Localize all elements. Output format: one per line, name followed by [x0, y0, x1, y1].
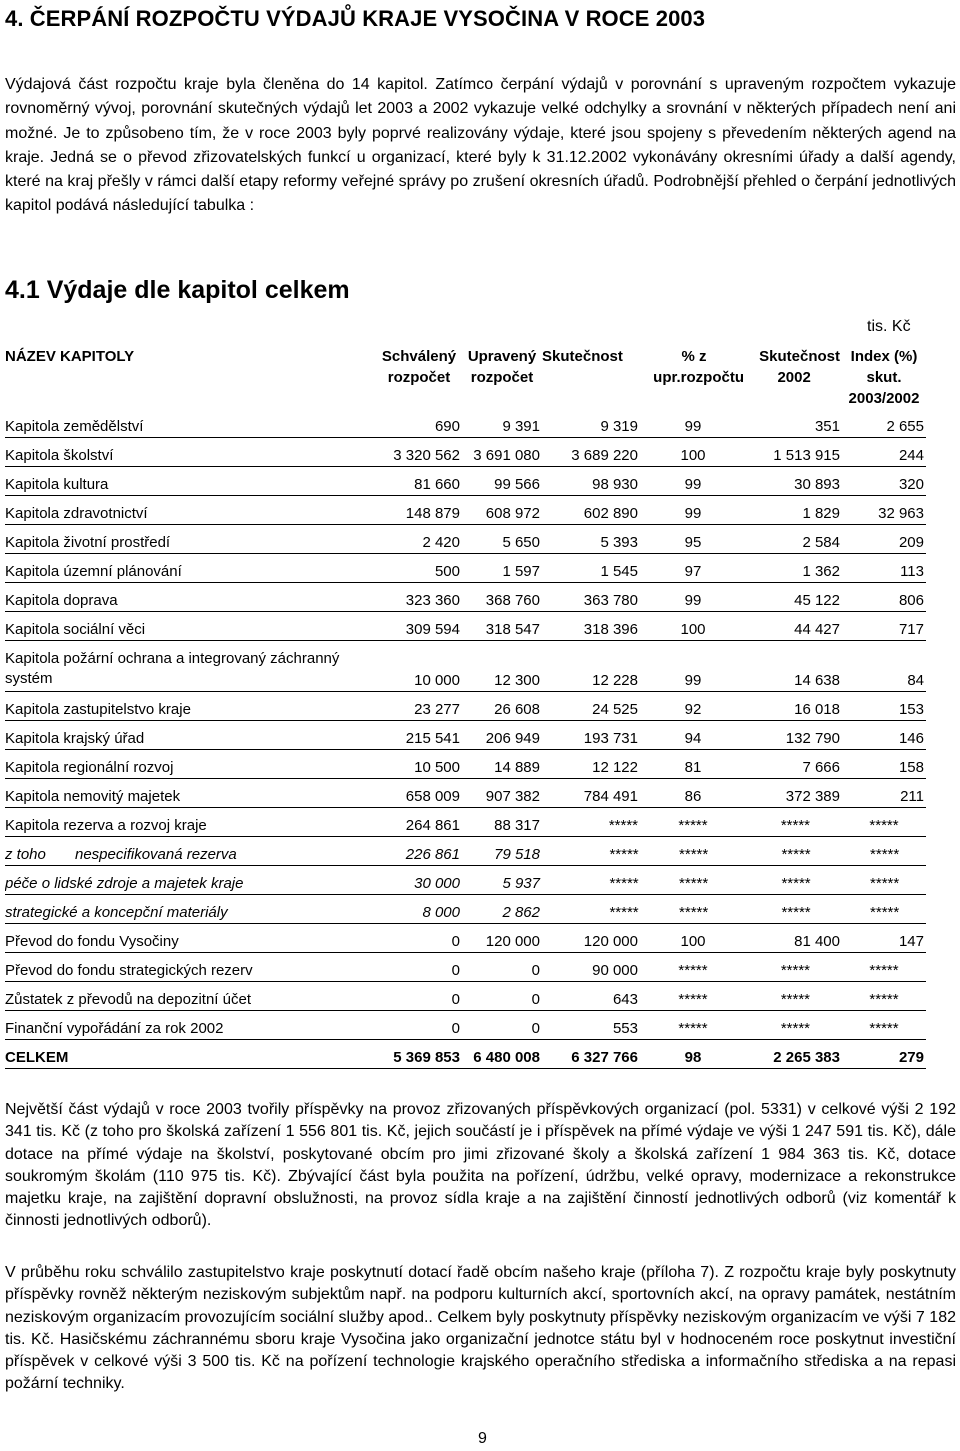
cell-c1: 0 — [376, 982, 462, 1011]
cell-c2: 0 — [462, 953, 542, 982]
header-name: NÁZEV KAPITOLY — [5, 348, 135, 365]
cell-c5: ***** — [746, 953, 842, 982]
cell-c2: 79 518 — [462, 837, 542, 866]
cell-c2: 3 691 080 — [462, 438, 542, 467]
cell-c5: ***** — [746, 808, 842, 837]
cell-c3: 1 545 — [542, 554, 640, 583]
cell-c2: 9 391 — [462, 409, 542, 438]
cell-c3: 3 689 220 — [542, 438, 640, 467]
cell-c3: ***** — [542, 837, 640, 866]
cell-c5: ***** — [746, 837, 842, 866]
table-row — [5, 409, 926, 438]
cell-c6: 153 — [842, 692, 926, 721]
row-label: péče o lidské zdroje a majetek kraje — [5, 875, 244, 892]
table-row — [5, 750, 926, 779]
row-name: Kapitola zemědělství — [5, 409, 376, 438]
cell-c4: 95 — [640, 525, 746, 554]
cell-c3: 193 731 — [542, 721, 640, 750]
cell-c6: ***** — [842, 953, 926, 982]
cell-c2: 368 760 — [462, 583, 542, 612]
cell-c4: 100 — [640, 924, 746, 953]
row-name: Kapitola územní plánování — [5, 554, 376, 583]
budget-table — [5, 342, 926, 1069]
cell-c4: 99 — [640, 467, 746, 496]
cell-c6: 211 — [842, 779, 926, 808]
row-name: Kapitola krajský úřad — [5, 721, 376, 750]
cell-c3: 318 396 — [542, 612, 640, 641]
cell-c5: ***** — [746, 1011, 842, 1040]
intro-paragraph: Výdajová část rozpočtu kraje byla členěna do 14 kapitol. Zatímco čerpání výdajů v porovnání s upraveným rozpočtem vykazuje rovnoměrný vývoj, porovnání skutečných výdajů let 2003 a 2002 vykazuje velké odchylky a srovnání v některých případech není ani možné. Je to způsobeno tím, že v roce 2003 byly poprvé realizovány výdaje, které jsou spojeny s převedením některých agend na kraje. Jedná se o převod zřizovatelských funkcí u organizací, které byly k 31.12.2002 vykonávány okresními úřady a další agendy, které na kraj přešly v rámci další etapy reformy veřejné správy po zrušení okresních úřadů. Podrobnější přehled o čerpání jednotlivých kapitol podává následující tabulka : — [5, 76, 956, 215]
cell-c2: 26 608 — [462, 692, 542, 721]
cell-c5: 14 638 — [746, 641, 842, 692]
table-subrow — [5, 866, 926, 895]
cell-c6: ***** — [842, 837, 926, 866]
cell-c3: ***** — [542, 895, 640, 924]
cell-c2: 5 937 — [462, 866, 542, 895]
row-name: Kapitola požární ochrana a integrovaný záchranný systém — [5, 641, 376, 692]
row-name: Kapitola nemovitý majetek — [5, 779, 376, 808]
cell-c3: 5 393 — [542, 525, 640, 554]
table-row — [5, 554, 926, 583]
cell-c1: 10 500 — [376, 750, 462, 779]
row-name — [5, 866, 376, 895]
row-name: Kapitola doprava — [5, 583, 376, 612]
cell-c3: 12 228 — [542, 641, 640, 692]
cell-c5: 45 122 — [746, 583, 842, 612]
row-name: Převod do fondu Vysočiny — [5, 924, 376, 953]
cell-c2: 14 889 — [462, 750, 542, 779]
header-approved: Schválený rozpočet — [381, 348, 457, 386]
cell-c5: 1 829 — [746, 496, 842, 525]
cell-c6: ***** — [842, 808, 926, 837]
cell-c5: 16 018 — [746, 692, 842, 721]
table-row — [5, 808, 926, 837]
row-name: Kapitola školství — [5, 438, 376, 467]
cell-c5: 44 427 — [746, 612, 842, 641]
cell-c2: 12 300 — [462, 641, 542, 692]
cell-c1: 226 861 — [376, 837, 462, 866]
cell-c1: 264 861 — [376, 808, 462, 837]
cell-c6: 244 — [842, 438, 926, 467]
table-row — [5, 612, 926, 641]
table-row — [5, 467, 926, 496]
cell-c3: 120 000 — [542, 924, 640, 953]
row-name: Kapitola zdravotnictví — [5, 496, 376, 525]
cell-c5: 132 790 — [746, 721, 842, 750]
cell-c1: 0 — [376, 953, 462, 982]
row-name: CELKEM — [5, 1040, 376, 1069]
cell-c4: ***** — [640, 953, 746, 982]
header-actual: Skutečnost — [542, 348, 623, 365]
cell-c6: ***** — [842, 982, 926, 1011]
cell-c1: 5 369 853 — [376, 1040, 462, 1069]
table-row — [5, 496, 926, 525]
cell-c4: 100 — [640, 612, 746, 641]
cell-c4: 92 — [640, 692, 746, 721]
cell-c4: 99 — [640, 409, 746, 438]
cell-c1: 3 320 562 — [376, 438, 462, 467]
cell-c1: 81 660 — [376, 467, 462, 496]
table-row — [5, 692, 926, 721]
cell-c6: 320 — [842, 467, 926, 496]
cell-c1: 215 541 — [376, 721, 462, 750]
cell-c3: 9 319 — [542, 409, 640, 438]
row-name: Kapitola životní prostředí — [5, 525, 376, 554]
cell-c1: 500 — [376, 554, 462, 583]
cell-c1: 10 000 — [376, 641, 462, 692]
header-actual-2002: Skutečnost 2002 — [759, 348, 840, 386]
paragraph-expenditure-summary: Největší část výdajů v roce 2003 tvořily příspěvky na provoz zřizovaných příspěvkových organizací (pol. 5331) v celkové výši 2 192 341 tis. Kč (z toho pro školská zařízení 1 556 801 tis. Kč, jejich součástí je i příspěvek na přímé výdaje ve výši 1 247 591 tis. Kč), dále dotace na přímé výdaje na školství, poskytované obcím pro jimi zřizované školy a školská zařízení 1 984 363 tis. Kč, dotace soukromým školám (110 975 tis. Kč). Zbývající část byla použita na pořízení, údržbu, velké opravy, modernizace a rekonstrukce majetku kraje, na zajištění dopravní obslužnosti, na provoz sídla kraje a na zajištění činností jednotlivých odborů (viz komentář k činnosti jednotlivých odborů). — [5, 1101, 956, 1230]
row-prefix: z toho — [5, 846, 46, 863]
row-name: Zůstatek z převodů na depozitní účet — [5, 982, 376, 1011]
cell-c4: ***** — [640, 1011, 746, 1040]
table-subrow — [5, 837, 926, 866]
table-subrow — [5, 895, 926, 924]
row-name: Kapitola regionální rozvoj — [5, 750, 376, 779]
cell-c3: 363 780 — [542, 583, 640, 612]
cell-c6: ***** — [842, 895, 926, 924]
cell-c1: 0 — [376, 1011, 462, 1040]
cell-c5: 351 — [746, 409, 842, 438]
cell-c2: 1 597 — [462, 554, 542, 583]
cell-c4: ***** — [640, 895, 746, 924]
cell-c5: ***** — [746, 895, 842, 924]
table-row — [5, 721, 926, 750]
cell-c2: 0 — [462, 982, 542, 1011]
row-name: Převod do fondu strategických rezerv — [5, 953, 376, 982]
cell-c1: 30 000 — [376, 866, 462, 895]
cell-c6: 806 — [842, 583, 926, 612]
cell-c4: 86 — [640, 779, 746, 808]
row-label: nespecifikovaná rezerva — [75, 846, 237, 863]
cell-c2: 318 547 — [462, 612, 542, 641]
cell-c3: 12 122 — [542, 750, 640, 779]
table-row-transfer — [5, 1011, 926, 1040]
cell-c1: 658 009 — [376, 779, 462, 808]
cell-c3: 602 890 — [542, 496, 640, 525]
cell-c4: 81 — [640, 750, 746, 779]
cell-c4: ***** — [640, 837, 746, 866]
row-name — [5, 895, 376, 924]
section-title: 4.1 Výdaje dle kapitol celkem — [5, 276, 350, 304]
row-label: strategické a koncepční materiály — [5, 904, 228, 921]
cell-c6: ***** — [842, 1011, 926, 1040]
cell-c5: 2 584 — [746, 525, 842, 554]
table-header-row — [5, 342, 926, 409]
cell-c1: 323 360 — [376, 583, 462, 612]
cell-c5: 7 666 — [746, 750, 842, 779]
cell-c6: 113 — [842, 554, 926, 583]
cell-c2: 120 000 — [462, 924, 542, 953]
cell-c4: 100 — [640, 438, 746, 467]
header-index: Index (%) skut. 2003/2002 — [848, 348, 920, 407]
table-row-transfer — [5, 953, 926, 982]
cell-c2: 206 949 — [462, 721, 542, 750]
cell-c2: 6 480 008 — [462, 1040, 542, 1069]
cell-c4: 99 — [640, 496, 746, 525]
cell-c1: 2 420 — [376, 525, 462, 554]
cell-c2: 608 972 — [462, 496, 542, 525]
cell-c2: 5 650 — [462, 525, 542, 554]
cell-c5: 2 265 383 — [746, 1040, 842, 1069]
cell-c4: 99 — [640, 641, 746, 692]
row-name: Kapitola rezerva a rozvoj kraje — [5, 808, 376, 837]
cell-c6: 209 — [842, 525, 926, 554]
cell-c2: 2 862 — [462, 895, 542, 924]
cell-c2: 0 — [462, 1011, 542, 1040]
cell-c6: 146 — [842, 721, 926, 750]
cell-c4: ***** — [640, 982, 746, 1011]
cell-c2: 907 382 — [462, 779, 542, 808]
paragraph-subsidies: V průběhu roku schválilo zastupitelstvo kraje poskytnutí dotací řadě obcím našeho kraje (příloha 7). Z rozpočtu kraje byly poskytnuty příspěvky rovněž některým neziskovým subjektům např. na podporu kulturních akcí, sportovních akcí, na opravy památek, nestátním neziskovým organizacím provozujícím sociální služby apod.. Celkem byly poskytnuty příspěvky neziskovým organizacím ve výši 7 182 tis. Kč. Hasičskému záchrannému sboru kraje Vysočina jako organizační jednotce státu byl v hodnoceném roce poskytnut investiční příspěvek v celkové výši 3 500 tis. Kč na pořízení technologie krajského operačního střediska a informačního střediska a na repasi požární techniky. — [5, 1264, 956, 1393]
header-percent: % z upr.rozpočtu — [653, 348, 744, 386]
cell-c4: 98 — [640, 1040, 746, 1069]
cell-c1: 690 — [376, 409, 462, 438]
row-name: Kapitola kultura — [5, 467, 376, 496]
cell-c1: 148 879 — [376, 496, 462, 525]
table-row-transfer — [5, 924, 926, 953]
row-name — [5, 837, 376, 866]
cell-c3: 98 930 — [542, 467, 640, 496]
cell-c2: 99 566 — [462, 467, 542, 496]
cell-c3: 6 327 766 — [542, 1040, 640, 1069]
row-name: Finanční vypořádání za rok 2002 — [5, 1011, 376, 1040]
cell-c5: ***** — [746, 866, 842, 895]
table-row — [5, 583, 926, 612]
cell-c1: 309 594 — [376, 612, 462, 641]
cell-c3: 90 000 — [542, 953, 640, 982]
cell-c6: 2 655 — [842, 409, 926, 438]
cell-c4: ***** — [640, 808, 746, 837]
cell-c3: 553 — [542, 1011, 640, 1040]
cell-c6: ***** — [842, 866, 926, 895]
cell-c4: 94 — [640, 721, 746, 750]
page-heading: 4. ČERPÁNÍ ROZPOČTU VÝDAJŮ KRAJE VYSOČINA V ROCE 2003 — [5, 6, 706, 31]
cell-c5: 81 400 — [746, 924, 842, 953]
cell-c3: ***** — [542, 808, 640, 837]
cell-c4: 99 — [640, 583, 746, 612]
cell-c6: 158 — [842, 750, 926, 779]
cell-c5: 1 362 — [746, 554, 842, 583]
page-number: 9 — [478, 1430, 487, 1447]
units-label: tis. Kč — [867, 318, 911, 335]
cell-c5: 1 513 915 — [746, 438, 842, 467]
cell-c6: 147 — [842, 924, 926, 953]
cell-c1: 23 277 — [376, 692, 462, 721]
cell-c3: 643 — [542, 982, 640, 1011]
cell-c6: 84 — [842, 641, 926, 692]
cell-c5: 30 893 — [746, 467, 842, 496]
cell-c4: 97 — [640, 554, 746, 583]
cell-c6: 279 — [842, 1040, 926, 1069]
cell-c4: ***** — [640, 866, 746, 895]
row-name: Kapitola zastupitelstvo kraje — [5, 692, 376, 721]
cell-c5: 372 389 — [746, 779, 842, 808]
cell-c6: 32 963 — [842, 496, 926, 525]
table-row — [5, 525, 926, 554]
cell-c3: ***** — [542, 866, 640, 895]
header-adjusted: Upravený rozpočet — [467, 348, 537, 386]
table-row — [5, 779, 926, 808]
cell-c3: 24 525 — [542, 692, 640, 721]
cell-c1: 8 000 — [376, 895, 462, 924]
table-row-total — [5, 1040, 926, 1069]
table-row — [5, 438, 926, 467]
row-name: Kapitola sociální věci — [5, 612, 376, 641]
table-row — [5, 641, 926, 692]
cell-c5: ***** — [746, 982, 842, 1011]
table-row-transfer — [5, 982, 926, 1011]
cell-c3: 784 491 — [542, 779, 640, 808]
cell-c2: 88 317 — [462, 808, 542, 837]
cell-c1: 0 — [376, 924, 462, 953]
cell-c6: 717 — [842, 612, 926, 641]
